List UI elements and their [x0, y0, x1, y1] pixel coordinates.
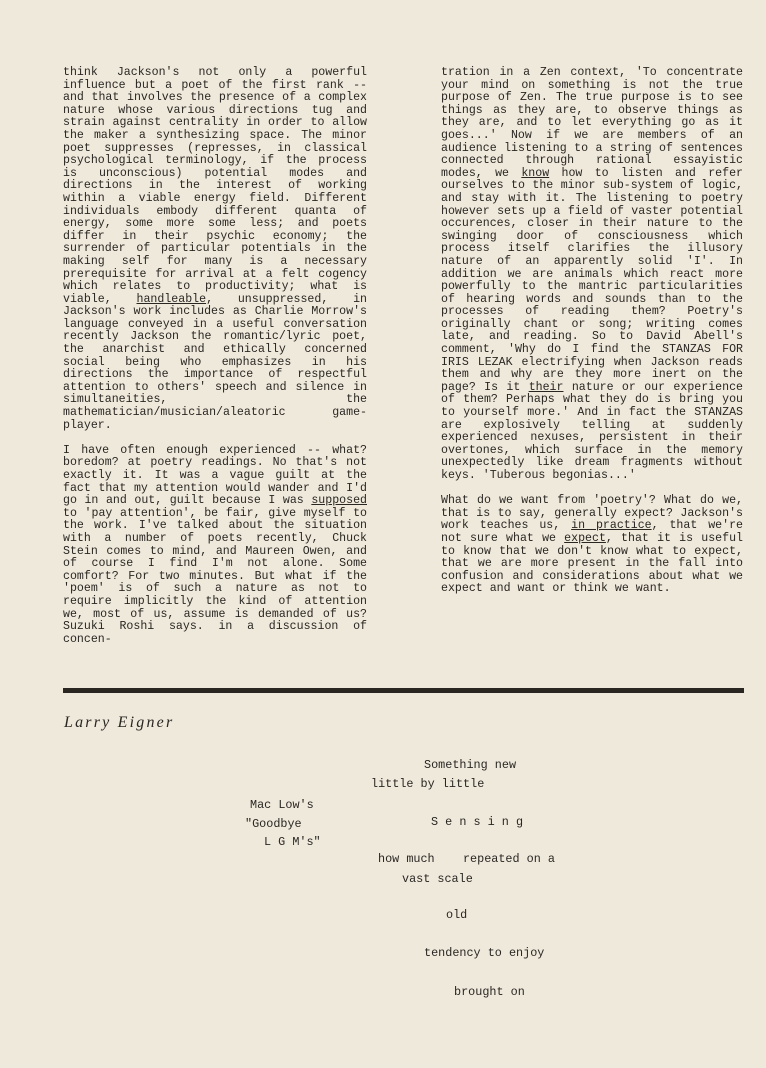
text-run: to 'pay attention', be fair, give myself to the work. I've talked about the situation with a number of poets recently, Chuck Stein comes to mind, and Maureen Owen, and of course I find I'm not alone. Some comfort? For two minutes. But what if the 'poem' is of such a nature as not to require implicitly the kind of attention we, most of us, assume is demanded of us? Suzuki Roshi says. in a discussion of concen-: [63, 506, 367, 646]
underlined-text: expect: [564, 531, 606, 545]
poem-line: Something new: [424, 758, 517, 772]
essay-column-left: [63, 67, 367, 659]
underlined-text: supposed: [311, 494, 367, 508]
essay-column-right: [441, 67, 743, 609]
underlined-text: in practice: [571, 519, 652, 533]
poem-line: tendency to enjoy: [424, 946, 545, 960]
underlined-text: know: [521, 166, 550, 180]
poem-line: L G M's": [264, 835, 321, 849]
underlined-text: handleable: [136, 292, 207, 306]
author-name: Larry Eigner: [64, 714, 175, 731]
text-run: , unsuppressed, in Jackson's work includes as Charlie Morrow's language conveyed in a useful conversation recently Jackson the romantic/lyric poet, the anarchist and ethically concerned social being who emphasizes in his directions the importance of respectful attention to others' speech and silence in simultaneities, the mathematician/musician/aleatoric game-player.: [63, 292, 367, 432]
poem-line: S e n s i n g: [431, 815, 524, 829]
text-run: , that we're not sure what we: [441, 519, 743, 545]
poem-line: little by little: [371, 777, 485, 791]
poem-line: "Goodbye: [245, 817, 302, 831]
underlined-text: their: [528, 380, 564, 394]
section-divider: [63, 688, 744, 693]
text-run: , that it is useful to know that we don't know what to expect, that we are more present in the fall into confusion and considerations about what we expect and want or think we want.: [441, 531, 743, 596]
essay-paragraph: [63, 445, 367, 647]
poem-line: brought on: [454, 985, 525, 999]
text-run: tration in a Zen context, 'To concentrate your mind on something is not the true purpose of Zen. The true purpose is to see things as they are, to observe things as they are, and to let everything go as it goes...' Now if we are members of an audience listening to a string of sentences connected through rational essayistic modes, we: [441, 66, 743, 180]
poem-line: vast scale: [402, 872, 473, 886]
essay-paragraph: [441, 495, 743, 596]
text-run: think Jackson's not only a powerful influence but a poet of the first rank -- and that involves the presence of a complex nature whose various directions tug and strain against centrality in order to allow the maker a synthesizing space. The minor poet suppresses (represses, in classical psychological terminology, if the process is unconscious) potential modes and directions in the interest of working within a viable energy field. Different individuals embody different quanta of energy, some more some less; and poets differ in their psychic economy; the surrender of particular potentials in the making self for many is a necessary prerequisite for arrival at a felt cogency which relates to productivity; what is viable,: [63, 66, 367, 306]
text-run: nature or our experience of them? Perhaps what they do is bring you to yourself more.' And in fact the STANZAS are explosively telling at suddenly experienced nexuses, persistent in their overtones, which surface in the memory unexpectedly like dream fragments without keys. 'Tuberous begonias...': [441, 380, 743, 482]
text-run: how to listen and refer ourselves to the minor sub-system of logic, and stay with it. The listening to poetry however sets up a field of vaster potential occurences, closer in their nature to the swinging door of consciousness which process itself clarifies the illusory nature of an apparently solid 'I'. In addition we are animals which react more powerfully to the mantric particularities of hearing words and sounds than to the processes of reading them? Poetry's originally chant or song; writing comes late, and reading. So to David Abell's comment, 'Why do I find the STANZAS FOR IRIS LEZAK electrifying when Jackson reads them and why are they more inert on the page? Is it: [441, 166, 744, 394]
poem-line: old: [446, 908, 468, 922]
poem-line: Mac Low's: [250, 798, 314, 812]
text-run: I have often enough experienced -- what? boredom? at poetry readings. No that's not exactly it. It was a vague guilt at the fact that my attention would wander and I'd go in and out, guilt because I was: [63, 443, 367, 508]
text-run: What do we want from 'poetry'? What do we, that is to say, generally expect? Jackson's work teaches us,: [441, 494, 743, 533]
essay-paragraph: [63, 67, 367, 432]
poem-line: how much repeated on a: [378, 852, 555, 866]
essay-paragraph: [441, 67, 743, 483]
